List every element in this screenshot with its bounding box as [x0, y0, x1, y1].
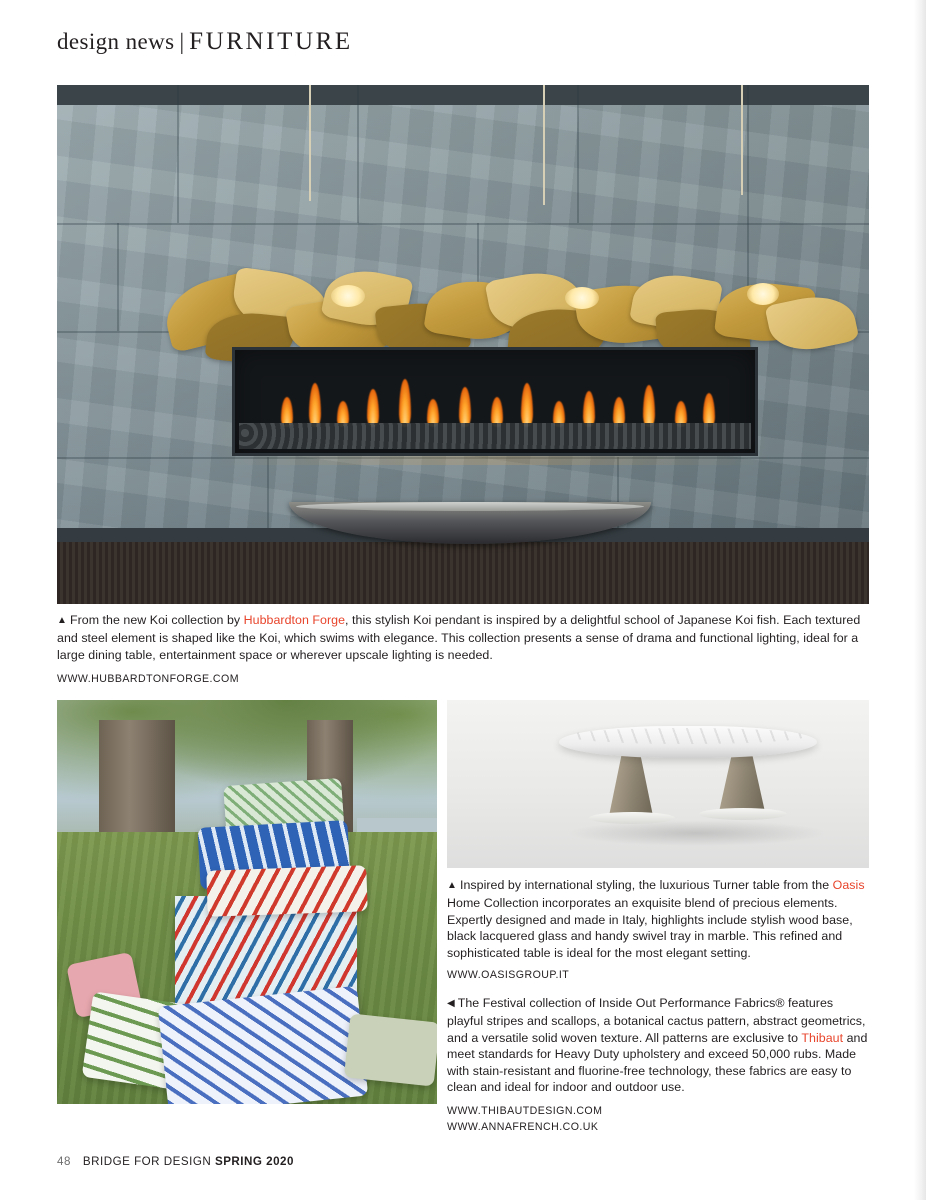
linear-fireplace [232, 347, 758, 456]
pendant-cord [309, 85, 311, 201]
hero-caption [57, 612, 869, 663]
table-caption-brand: Oasis [832, 878, 865, 892]
issue-label: SPRING 2020 [214, 1155, 294, 1168]
flames [275, 375, 715, 427]
table-caption [447, 877, 871, 961]
stone-seam [267, 457, 269, 537]
pillow-red-pattern [206, 865, 368, 917]
pillow-blue-geometric [158, 986, 368, 1104]
table-caption-text-1: Inspired by international styling, the luxurious Turner table from the [459, 878, 833, 892]
pendant-cord [741, 85, 743, 195]
table-leg [609, 756, 653, 816]
pendant-bulb [747, 283, 779, 305]
page-number: 48 [57, 1155, 71, 1168]
marble-veining [567, 728, 807, 744]
header-kicker: design news [57, 29, 175, 54]
thibaut-design-url[interactable]: WWW.THIBAUTDESIGN.COM [447, 1105, 603, 1117]
turner-table-image [447, 700, 869, 868]
hero-caption-text-2: , this stylish Koi pendant is inspired by a delightful school of Japanese Koi fish. Each textured and steel element is shaped like the Koi, which swims with elegance. This collection presents a sense of drama and functional lighting, ideal for a large dining table, entertainment space or wherever upscale lighting is needed. [57, 613, 861, 662]
hero-image-fireplace [57, 85, 869, 604]
page-gutter [914, 0, 926, 1200]
triangle-up-icon: ▲ [447, 880, 457, 891]
oasis-group-url[interactable]: WWW.OASISGROUP.IT [447, 969, 570, 981]
magazine-name: BRIDGE FOR DESIGN [82, 1155, 212, 1168]
table-base [589, 812, 675, 824]
hero-caption-text-1: From the new Koi collection by [69, 613, 244, 627]
hubbardton-forge-url[interactable]: WWW.HUBBARDTONFORGE.COM [57, 673, 240, 685]
fire-stones [239, 423, 751, 449]
fabric-caption-brand: Thibaut [801, 1030, 844, 1045]
triangle-left-icon: ◀ [447, 998, 455, 1009]
pillow-sage-solid [344, 1013, 437, 1086]
page-header [57, 28, 757, 62]
table-leg [719, 754, 765, 812]
pillows-image [57, 700, 437, 1104]
triangle-up-icon: ▲ [57, 615, 67, 626]
fabric-caption-text-2: and meet standards for Heavy Duty upholstery and exceed 50,000 rubs. Made with stain-resistant and fluorine-free technology, these fabrics are easy to clean and ideal for indoor and outdoor use. [447, 1030, 868, 1095]
pendant-bulb [331, 285, 365, 307]
page-title: FURNITURE [189, 28, 353, 55]
hero-caption-brand: Hubbardton Forge [243, 613, 346, 627]
fabric-caption-text-1: The Festival collection of Inside Out Performance Fabrics® features playful stripes and scallops, a botanical cactus pattern, abstract geometrics, and a versatile solid woven texture. All patterns are exclusive to [447, 996, 866, 1045]
fabric-caption [447, 995, 871, 1095]
koi-pendant-chandelier [57, 85, 869, 315]
pendant-cord [543, 85, 545, 205]
table-caption-text-2: Home Collection incorporates an exquisite blend of precious elements. Expertly designed and made in Italy, highlights include stylish wood base, black lacquered glass and handy swivel tray in marble. This refined and sophisticated table is ideal for the most elegant setting. [447, 896, 853, 960]
pendant-bulb [565, 287, 599, 309]
area-rug [57, 542, 869, 604]
header-separator: | [179, 29, 185, 54]
page-footer [57, 1155, 294, 1168]
table-base [699, 808, 787, 820]
table-shadow [567, 820, 827, 846]
anna-french-url[interactable]: WWW.ANNAFRENCH.CO.UK [447, 1121, 599, 1133]
